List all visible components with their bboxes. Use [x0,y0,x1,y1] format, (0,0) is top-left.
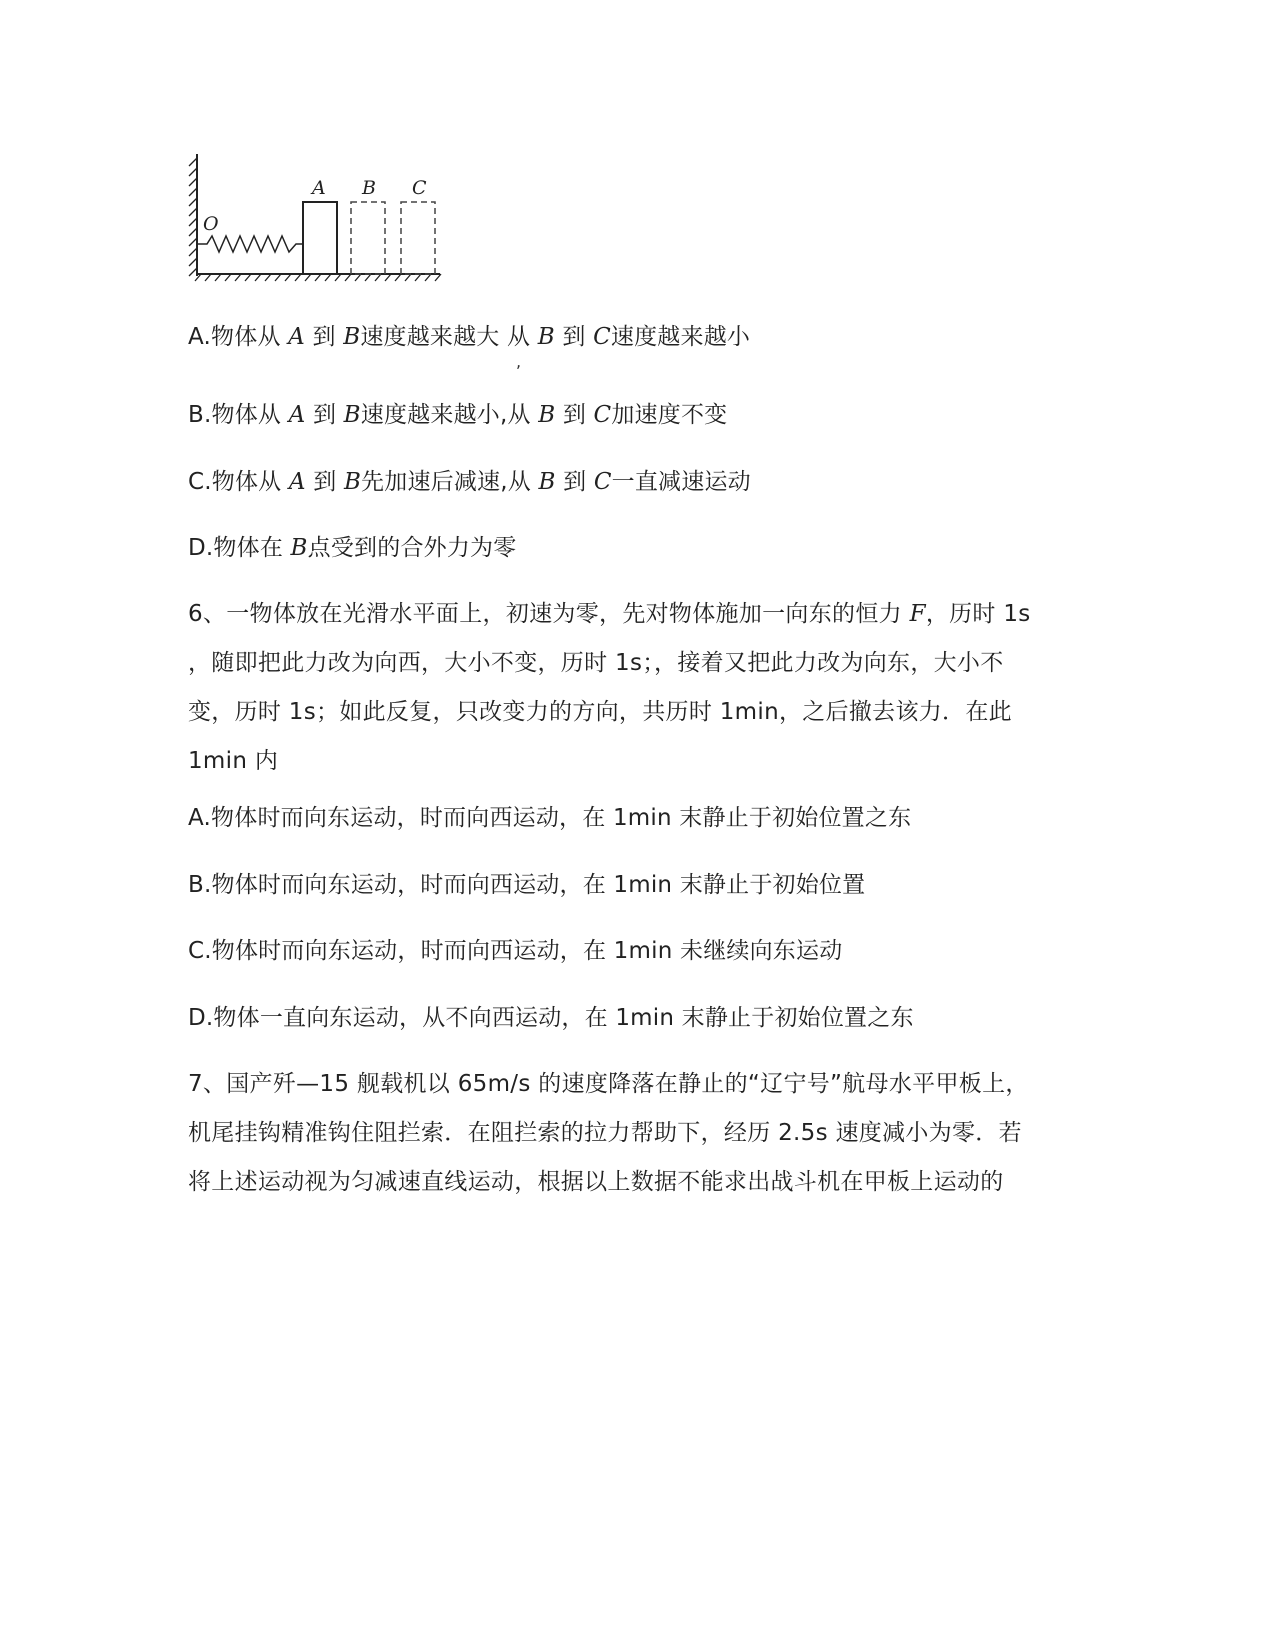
q5-option-a: A.物体从 A 到 B速度越来越大 从 B 到 C速度越来越小 [188,324,751,350]
label-o: O [203,213,219,235]
q6-option-d: D.物体一直向东运动，从不向西运动，在 1min 末静止于初始位置之东 [188,1005,914,1031]
spring [197,236,303,252]
q6-option-b: B.物体时而向东运动，时而向西运动，在 1min 末静止于初始位置 [188,872,866,898]
block-a [303,202,337,274]
q6-row-4: 1min 内 [188,748,279,774]
q6-row-2: ，随即把此力改为向西，大小不变，历时 1s；，接着又把此力改为向东，大小不 [188,650,1004,676]
q6-row-3: 变，历时 1s；如此反复，只改变力的方向，共历时 1min，之后撤去该力．在此 [188,699,1012,725]
floor-hatching [195,274,441,281]
q6-option-c: C.物体时而向东运动，时而向西运动，在 1min 未继续向东运动 [188,938,843,964]
stray-comma: , [516,352,522,371]
position-c [401,202,435,274]
spring-block-figure [185,150,465,300]
wall-hatching [189,158,197,276]
q7-row-2: 机尾挂钩精准钩住阻拦索．在阻拦索的拉力帮助下，经历 2.5s 速度减小为零．若 [188,1120,1022,1146]
q5-option-d: D.物体在 B点受到的合外力为零 [188,535,517,561]
label-c: C [412,177,427,199]
label-a: A [312,177,326,199]
question-7 [188,1060,1088,1207]
q5-option-c: C.物体从 A 到 B先加速后减速,从 B 到 C一直减速运动 [188,469,751,495]
q6-row-1: 6、一物体放在光滑水平面上，初速为零，先对物体施加一向东的恒力 F，历时 1s [188,601,1031,627]
q7-row-3: 将上述运动视为匀减速直线运动，根据以上数据不能求出战斗机在甲板上运动的 [188,1169,1004,1195]
label-b: B [362,177,376,199]
q5-option-b: B.物体从 A 到 B速度越来越小,从 B 到 C加速度不变 [188,402,728,428]
position-b [351,202,385,274]
q6-option-a: A.物体时而向东运动，时而向西运动，在 1min 末静止于初始位置之东 [188,805,912,831]
question-6 [188,590,1088,786]
q7-row-1: 7、国产歼—15 舰载机以 65m/s 的速度降落在静止的“辽宁号”航母水平甲板上， [188,1071,1029,1097]
